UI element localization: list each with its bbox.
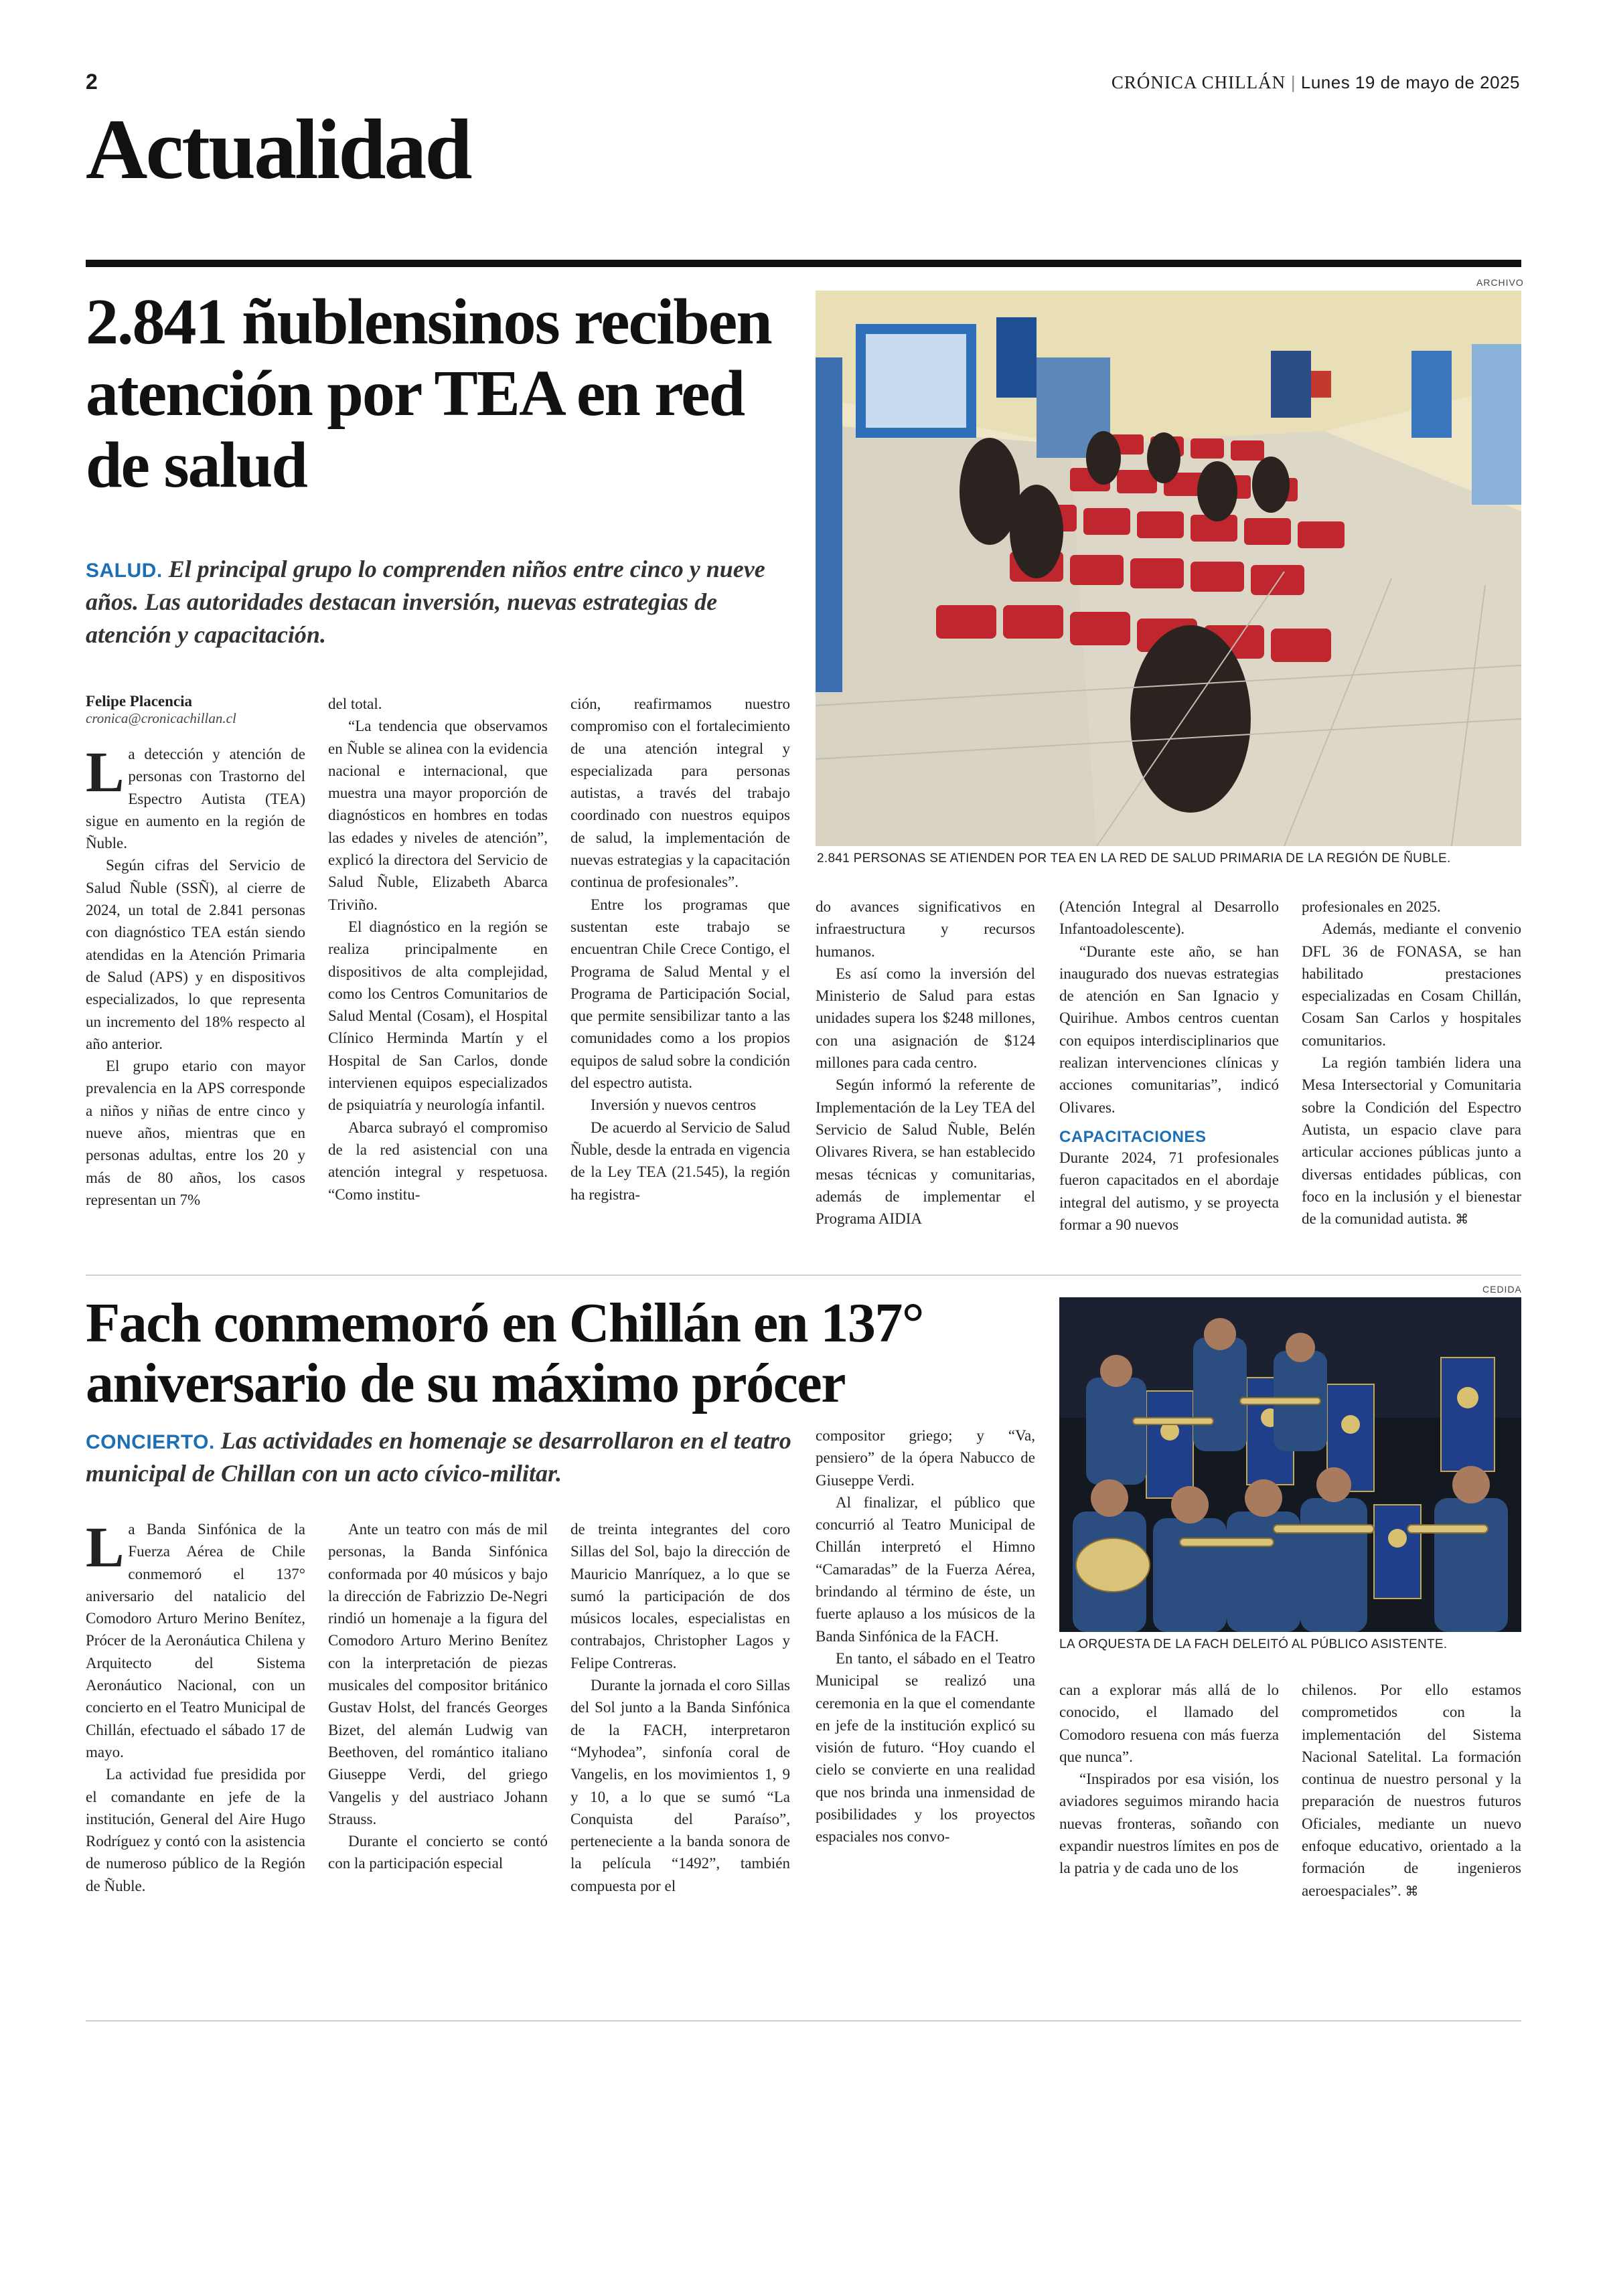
article1-paragraph-20: La región también lidera una Mesa Intersectorial y Comunitaria sobre la Condición del Espectro Autista, un espacio clave para articular acciones públicas junto a diversas entidades públicas, con foco en la inclusión y el bienestar de la comunidad autista. ⌘ — [1302, 1054, 1521, 1228]
article1-paragraph-12: do avances significativos en infraestructura y recursos humanos. — [816, 898, 1035, 960]
article2-photo — [1059, 1297, 1521, 1632]
article1-lead-text: El principal grupo lo comprenden niños entre cinco y nueve años. Las autoridades destacan inversión, nuevas estrategias de atención y capacitación. — [86, 556, 765, 648]
article1-column-6 — [1302, 896, 1521, 1230]
article2-column-1 — [86, 1515, 305, 1897]
article1-column-4 — [816, 896, 1035, 1230]
article2-paragraph-12: chilenos. Por ello estamos comprometidos con la implementación del Sistema Nacional Satelital. La formación continua de nuestro personal y la preparación de nuestros futuros Oficiales, mediante un nuevo enfoque educativo, orientado a la formación de ingenieros aeroespaciales”. ⌘ — [1302, 1682, 1521, 1899]
page-number: 2 — [86, 70, 98, 94]
bottom-rule — [86, 2020, 1521, 2022]
article1-paragraph-16: “Durante este año, se han inaugurado dos nuevas estrategias de atención en San Ignacio y Quirihue. Ambos centros cuentan con equipos interdisciplinarios que realizan intervenciones clínicas y acciones comunitarias”, indicó Olivares. — [1059, 942, 1279, 1116]
article2-headline: Fach conmemoró en Chillán en 137° aniversario de su máximo prócer — [86, 1292, 924, 1414]
article-divider — [86, 1275, 1521, 1276]
end-mark-icon: ⌘ — [1405, 1882, 1419, 1899]
article1-paragraph-9: Entre los programas que sustentan este trabajo se encuentran Chile Crece Contigo, el Programa de Salud Mental y el Programa de Participación Social, que permite sensibilizar tanto a las comunidades como a los propios equipos de salud sobre la condición del espectro autista. — [570, 896, 790, 1092]
orchestra-photo — [1059, 1297, 1521, 1632]
article2-paragraph-7: compositor griego; y “Va, pensiero” de la ópera Nabucco de Giuseppe Verdi. — [816, 1427, 1035, 1489]
article2-paragraph-10: can a explorar más allá de lo conocido, el llamado del Comodoro resuena con más fuerza que nunca”. — [1059, 1682, 1279, 1765]
waiting-room-photo — [816, 291, 1521, 846]
publication-name: CRÓNICA CHILLÁN — [1111, 72, 1286, 92]
article2-paragraph-5: de treinta integrantes del coro Sillas del Sol, bajo la dirección de Mauricio Manríquez, a lo que se sumó la participación de dos músicos locales, especialistas en contrabajos, Christopher Lagos y Felipe Contreras. — [570, 1521, 790, 1671]
article1-column-3 — [570, 693, 790, 1206]
article2-column-4 — [816, 1424, 1035, 1848]
article1-photo-credit: ARCHIVO — [1476, 277, 1524, 288]
article1-paragraph-7: Abarca subrayó el compromiso de la red asistencial con una atención integral y respetuosa. “Como institu- — [328, 1119, 548, 1203]
article1-paragraph-18: profesionales en 2025. — [1302, 898, 1441, 915]
article2-paragraph-6: Durante la jornada el coro Sillas del Sol junto a la Banda Sinfónica de la FACH, interpretaron “Myhodea”, sinfonía coral de Vangelis, en los movimientos 1, 9 y 10, a lo que se sumó “La Conquista del Paraíso”, perteneciente a la banda sonora de la película “1492”, también compuesta por el — [570, 1677, 790, 1894]
article1-paragraph-15: (Atención Integral al Desarrollo Infantoadolescente). — [1059, 898, 1279, 938]
article1-paragraph-2: Según cifras del Servicio de Salud Ñuble (SSÑ), al cierre de 2024, un total de 2.841 personas con diagnóstico TEA están siendo atendidas en la Atención Primaria de Salud (APS) y en dispositivos especializados, lo que representa un incremento del 18% respecto al año anterior. — [86, 857, 305, 1052]
article2-paragraph-1: La Banda Sinfónica de la Fuerza Aérea de Chile conmemoró el 137° aniversario del natalicio del Comodoro Arturo Merino Benítez, Prócer de la Aeronáutica Chilena y Arquitecto del Sistema Aeronáutico Nacional, con un concierto en el Teatro Municipal de Chillán, efectuado el sábado 17 de mayo. — [86, 1515, 305, 1760]
article2-paragraph-8: Al finalizar, el público que concurrió al Teatro Municipal de Chillán interpretó el Himno “Camaradas” de la Fuerza Aérea, brindando al término de éste, un fuerte aplauso a los músicos de la Banda Sinfónica de la FACH. — [816, 1493, 1035, 1645]
article1-paragraph-17: Durante 2024, 71 profesionales fueron capacitados en el abordaje integral del autismo, y se proyecta formar a 90 nuevos — [1059, 1149, 1279, 1233]
article2-lead-tag: CONCIERTO. — [86, 1431, 215, 1453]
article1-headline: 2.841 ñublensinos reciben atención por TEA en red de salud — [86, 286, 771, 501]
article1-paragraph-5: “La tendencia que observamos en Ñuble se alinea con la evidencia nacional e internacional, que muestra una mayor proporción de diagnósticos en hombres en todas las edades y niveles de atención”, explicó la directora del Servicio de Salud Ñuble, Elizabeth Abarca Triviño. — [328, 718, 548, 913]
article1-photo — [816, 291, 1521, 846]
article2-paragraph-2: La actividad fue presidida por el comandante en jefe de la institución, General del Aire Hugo Rodríguez y contó con la asistencia de numeroso público de la Región de Ñuble. — [86, 1766, 305, 1894]
article1-subhead: CAPACITACIONES — [1059, 1127, 1207, 1146]
article1-paragraph-10: Inversión y nuevos centros — [591, 1096, 757, 1114]
article2-column-2 — [328, 1518, 548, 1875]
article1-paragraph-6: El diagnóstico en la región se realiza principalmente en dispositivos de alta complejidad, como los Centros Comunitarios de Salud Mental (Cosam), el Hospital Clínico Herminda Martín y el Hospital de San Carlos, donde intervienen equipos especializados de psiquiatría y neurología infantil. — [328, 918, 548, 1114]
article1-paragraph-3: El grupo etario con mayor prevalencia en la APS corresponde a niños y niñas de entre cinco y nueve años, mientras que en personas adultas, entre los 20 y más de 80 años, los casos representan un 7% — [86, 1058, 305, 1208]
article2-column-6 — [1302, 1679, 1521, 1902]
article2-lead — [86, 1424, 809, 1490]
article1-column-1 — [86, 693, 305, 1211]
article1-paragraph-19: Además, mediante el convenio DFL 36 de FONASA, se han habilitado prestaciones especializadas en Cosam Chillán, Cosam San Carlos y hospitales comunitarios. — [1302, 920, 1521, 1049]
article2-column-5 — [1059, 1679, 1279, 1880]
article1-lead-tag: SALUD. — [86, 560, 163, 582]
article2-paragraph-11: “Inspirados por esa visión, los aviadores seguimos mirando hacia nuevas fronteras, soñando con expandir nuestros límites en pos de la patria y de cada uno de los — [1059, 1771, 1279, 1877]
article2-photo-credit: CEDIDA — [1482, 1284, 1522, 1295]
article1-email: cronica@cronicachillan.cl — [86, 710, 236, 726]
section-title: Actualidad — [86, 102, 471, 197]
end-mark-icon: ⌘ — [1455, 1211, 1469, 1228]
article1-column-2 — [328, 693, 548, 1206]
article2-paragraph-4: Durante el concierto se contó con la participación especial — [328, 1833, 548, 1872]
article1-column-5 — [1059, 896, 1279, 1236]
publication-date: Lunes 19 de mayo de 2025 — [1300, 72, 1520, 92]
top-rule — [86, 260, 1521, 267]
article1-paragraph-1: La detección y atención de personas con Trastorno del Espectro Autista (TEA) sigue en aumento en la región de Ñuble. — [86, 740, 305, 852]
article1-author: Felipe Placencia — [86, 693, 193, 710]
article1-paragraph-4: del total. — [328, 695, 382, 712]
article2-photo-caption: LA ORQUESTA DE LA FACH DELEITÓ AL PÚBLICO ASISTENTE. — [1059, 1637, 1448, 1651]
article2-paragraph-9: En tanto, el sábado en el Teatro Municipal se realizó una ceremonia en la que el comendante en jefe de la institución explicó su visión de futuro. “Hoy cuando el cielo se convierte en una realidad que nos brinda una inmensidad de posibilidades y los proyectos espaciales nos convo- — [816, 1649, 1035, 1846]
article1-paragraph-11: De acuerdo al Servicio de Salud Ñuble, desde la entrada en vigencia de la Ley TEA (21.545), la región ha registra- — [570, 1119, 790, 1203]
article1-paragraph-14: Según informó la referente de Implementación de la Ley TEA del Servicio de Salud Ñuble, Belén Olivares Rivera, se han establecido mesas técnicas y comunitarias, además de implementar el Programa AIDIA — [816, 1076, 1035, 1228]
article1-paragraph-8: ción, reafirmamos nuestro compromiso con el fortalecimiento de una atención integral y especializada para personas autistas, a través del trabajo coordinado con nuestros equipos de salud, la implementación de nuevas estrategias y la capacitación continua de profesionales”. — [570, 695, 790, 891]
article2-column-3 — [570, 1518, 790, 1897]
article1-paragraph-13: Es así como la inversión del Ministerio de Salud para estas unidades supera los $248 millones, con una asignación de $124 millones para cada centro. — [816, 965, 1035, 1072]
article2-paragraph-3: Ante un teatro con más de mil personas, la Banda Sinfónica conformada por 40 músicos y bajo la dirección de Fabrizzio De-Negri rindió un homenaje a la figura del Comodoro Arturo Merino Benítez con la interpretación de piezas musicales del compositor británico Gustav Holst, del francés Georges Bizet, del alemán Ludwig van Beethoven, del romántico italiano Giuseppe Verdi, del griego Vangelis y del austriaco Johann Strauss. — [328, 1521, 548, 1827]
article2-lead-text: Las actividades en homenaje se desarrollaron en el teatro municipal de Chillan con un acto cívico-militar. — [86, 1427, 791, 1487]
article1-photo-caption: 2.841 PERSONAS SE ATIENDEN POR TEA EN LA RED DE SALUD PRIMARIA DE LA REGIÓN DE ÑUBLE. — [817, 851, 1451, 866]
article2-dropcap: L — [86, 1515, 125, 1579]
masthead: CRÓNICA CHILLÁN | Lunes 19 de mayo de 2025 — [1111, 72, 1520, 92]
article1-dropcap: L — [86, 740, 125, 804]
article1-lead — [86, 553, 795, 651]
